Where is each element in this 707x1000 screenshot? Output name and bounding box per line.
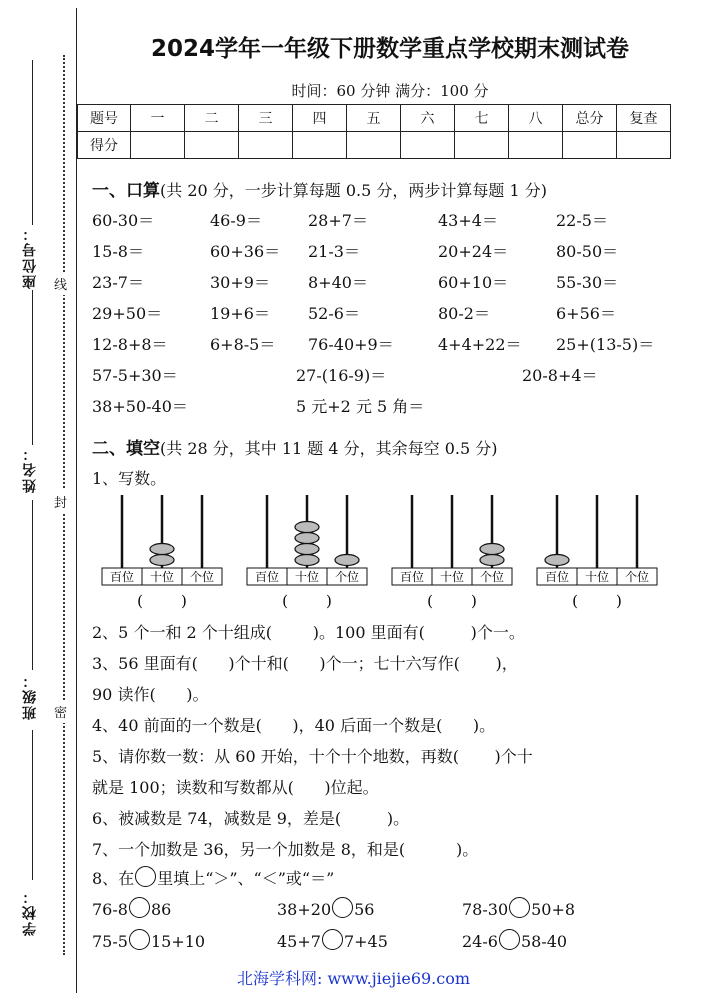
score-header-0: 题号	[78, 105, 131, 132]
abacus-bead	[295, 533, 319, 544]
abacus	[392, 495, 512, 610]
abacus-bead	[480, 555, 504, 566]
math-item: 60+10＝	[438, 273, 509, 292]
abacus	[247, 495, 367, 610]
score-entry-row	[78, 132, 671, 159]
compare-left: 45+7	[277, 932, 321, 951]
compare-right: 86	[150, 900, 172, 919]
math-item: 29+50＝	[92, 304, 163, 323]
score-cell-9[interactable]	[563, 132, 617, 159]
score-cell-10[interactable]	[617, 132, 671, 159]
abacus-place-label: 个位	[189, 570, 215, 584]
abacus-bead	[150, 555, 174, 566]
compare-left: 78-30	[462, 900, 509, 919]
math-item: 22-5＝	[556, 211, 608, 230]
fill-question: 3、56 里面有( )个十和( )个一；七十六写作( )，	[92, 654, 518, 673]
score-header-8: 八	[509, 105, 563, 132]
section1-note: (共 20 分，一步计算每题 0.5 分，两步计算每题 1 分)	[160, 181, 547, 200]
compare-right: 58-40	[520, 932, 568, 951]
score-cell-4[interactable]	[293, 132, 347, 159]
math-item: 28+7＝	[308, 211, 368, 230]
abacus-bead	[545, 555, 569, 566]
math-item: 60-30＝	[92, 211, 155, 230]
question-1: 1、写数。	[92, 469, 167, 488]
compare-item	[92, 929, 205, 951]
score-row-label: 得分	[78, 132, 131, 159]
abacus-answer-blank[interactable]: ( )	[137, 592, 187, 610]
score-header-4: 四	[293, 105, 347, 132]
circle-icon	[135, 866, 156, 887]
abacus-place-label: 十位	[584, 570, 610, 584]
math-item: 25+(13-5)＝	[556, 335, 655, 354]
abacus-place-label: 百位	[544, 570, 570, 584]
fill-question: 就是 100；读数和写数都从( )位起。	[92, 778, 379, 797]
math-item: 15-8＝	[92, 242, 144, 261]
time-info: 时间：60 分钟 满分：100 分	[291, 82, 489, 100]
abacus-answer-blank[interactable]: ( )	[282, 592, 332, 610]
abacus-bead	[335, 555, 359, 566]
math-item: 57-5+30＝	[92, 366, 178, 385]
name-label: 姓名：	[22, 445, 38, 493]
score-header-2: 二	[185, 105, 239, 132]
compare-item	[462, 929, 567, 951]
abacus-place-label: 十位	[439, 570, 465, 584]
score-cell-8[interactable]	[509, 132, 563, 159]
math-item: 4+4+22＝	[438, 335, 522, 354]
score-header-row	[78, 105, 671, 132]
name-line	[32, 290, 33, 445]
abacus	[537, 495, 657, 610]
score-header-6: 六	[401, 105, 455, 132]
abacus-place-label: 十位	[149, 570, 175, 584]
section1-title: 一、口算	[92, 181, 160, 201]
compare-item	[92, 897, 171, 919]
abacus-place-label: 个位	[624, 570, 650, 584]
abacus-bead	[295, 522, 319, 533]
abacus-place-label: 个位	[334, 570, 360, 584]
fill-question: 5、请你数一数：从 60 开始，十个十个地数，再数( )个十	[92, 747, 533, 766]
abacus-bead	[150, 544, 174, 555]
compare-item	[277, 897, 374, 919]
compare-circle-blank[interactable]	[499, 929, 520, 950]
score-header-1: 一	[131, 105, 185, 132]
math-item: 43+4＝	[438, 211, 498, 230]
compare-left: 24-6	[462, 932, 498, 951]
class-label: 班级：	[22, 672, 38, 720]
section1-heading	[92, 176, 547, 201]
compare-right: 7+45	[343, 932, 388, 951]
abacus-bead	[295, 555, 319, 566]
fill-question: 6、被减数是 74，减数是 9，差是( )。	[92, 809, 410, 828]
section2-heading	[92, 434, 498, 459]
score-header-5: 五	[347, 105, 401, 132]
compare-left: 76-8	[92, 900, 128, 919]
abacus-answer-blank[interactable]: ( )	[572, 592, 622, 610]
abacus-answer-blank[interactable]: ( )	[427, 592, 477, 610]
math-item: 5 元+2 元 5 角＝	[296, 397, 425, 416]
abacus-place-label: 百位	[254, 570, 280, 584]
score-table	[77, 104, 671, 159]
seat-line	[32, 60, 33, 225]
fill-question: 4、40 前面的一个数是( )，40 后面一个数是( )。	[92, 716, 496, 735]
math-item: 21-3＝	[308, 242, 360, 261]
q8-label-pre: 8、在	[92, 869, 135, 888]
compare-left: 75-5	[92, 932, 128, 951]
math-item: 20+24＝	[438, 242, 509, 261]
abacus-place-label: 百位	[109, 570, 135, 584]
compare-circle-blank[interactable]	[322, 929, 343, 950]
math-item: 55-30＝	[556, 273, 619, 292]
fill-question: 90 读作( )。	[92, 685, 209, 704]
math-item: 80-50＝	[556, 242, 619, 261]
compare-circle-blank[interactable]	[332, 897, 353, 918]
compare-circle-blank[interactable]	[129, 929, 150, 950]
compare-circle-blank[interactable]	[129, 897, 150, 918]
abacus-place-label: 个位	[479, 570, 505, 584]
score-cell-3[interactable]	[239, 132, 293, 159]
compare-right: 50+8	[531, 900, 576, 919]
seal-char-feng: 封	[54, 490, 67, 513]
math-item: 19+6＝	[210, 304, 270, 323]
math-item: 8+40＝	[308, 273, 368, 292]
score-header-3: 三	[239, 105, 293, 132]
score-cell-6[interactable]	[401, 132, 455, 159]
math-item: 12-8+8＝	[92, 335, 168, 354]
math-item: 60+36＝	[210, 242, 281, 261]
score-cell-1[interactable]	[131, 132, 185, 159]
abacus-bead	[480, 544, 504, 555]
math-item: 20-8+4＝	[522, 366, 598, 385]
page-title: 2024学年一年级下册数学重点学校期末测试卷	[150, 36, 629, 62]
score-header-9: 总分	[563, 105, 617, 132]
compare-item	[462, 897, 575, 919]
school-label: 学校：	[22, 888, 38, 936]
math-item: 6+8-5＝	[210, 335, 276, 354]
score-header-10: 复查	[617, 105, 671, 132]
seat-label: 座位号：	[22, 225, 38, 289]
math-item: 27-(16-9)＝	[296, 366, 387, 385]
math-item: 80-2＝	[438, 304, 490, 323]
school-line	[32, 730, 33, 880]
seal-char-mi: 密	[54, 700, 67, 723]
math-item: 38+50-40＝	[92, 397, 188, 416]
section2-title: 二、填空	[92, 439, 160, 459]
compare-right: 56	[354, 900, 375, 919]
score-header-7: 七	[455, 105, 509, 132]
abacus	[102, 495, 222, 610]
math-item: 46-9＝	[210, 211, 262, 230]
abacus-place-label: 百位	[399, 570, 425, 584]
fill-question: 7、一个加数是 36，另一个加数是 8，和是( )。	[92, 840, 479, 859]
section2-note: (共 28 分，其中 11 题 4 分，其余每空 0.5 分)	[160, 439, 498, 458]
score-cell-2[interactable]	[185, 132, 239, 159]
compare-item	[277, 929, 388, 951]
math-item: 6+56＝	[556, 304, 616, 323]
score-cell-7[interactable]	[455, 132, 509, 159]
math-item: 30+9＝	[210, 273, 270, 292]
compare-right: 15+10	[150, 932, 206, 951]
math-item: 76-40+9＝	[308, 335, 394, 354]
question-8	[92, 866, 334, 889]
compare-circle-blank[interactable]	[509, 897, 530, 918]
seal-char-xian: 线	[54, 272, 67, 295]
abacus-place-label: 十位	[294, 570, 320, 584]
q8-label-post: 里填上“＞”、“＜”或“＝”	[157, 869, 335, 888]
math-item: 23-7＝	[92, 273, 144, 292]
abacus-figures	[90, 490, 690, 615]
footer-watermark: 北海学科网: www.jiejie69.com	[236, 969, 471, 988]
class-line	[32, 500, 33, 670]
math-item: 52-6＝	[308, 304, 360, 323]
compare-left: 38+20	[277, 900, 332, 919]
score-cell-5[interactable]	[347, 132, 401, 159]
abacus-bead	[295, 544, 319, 555]
fill-question: 2、5 个一和 2 个十组成( )。100 里面有( )个一。	[92, 623, 525, 642]
